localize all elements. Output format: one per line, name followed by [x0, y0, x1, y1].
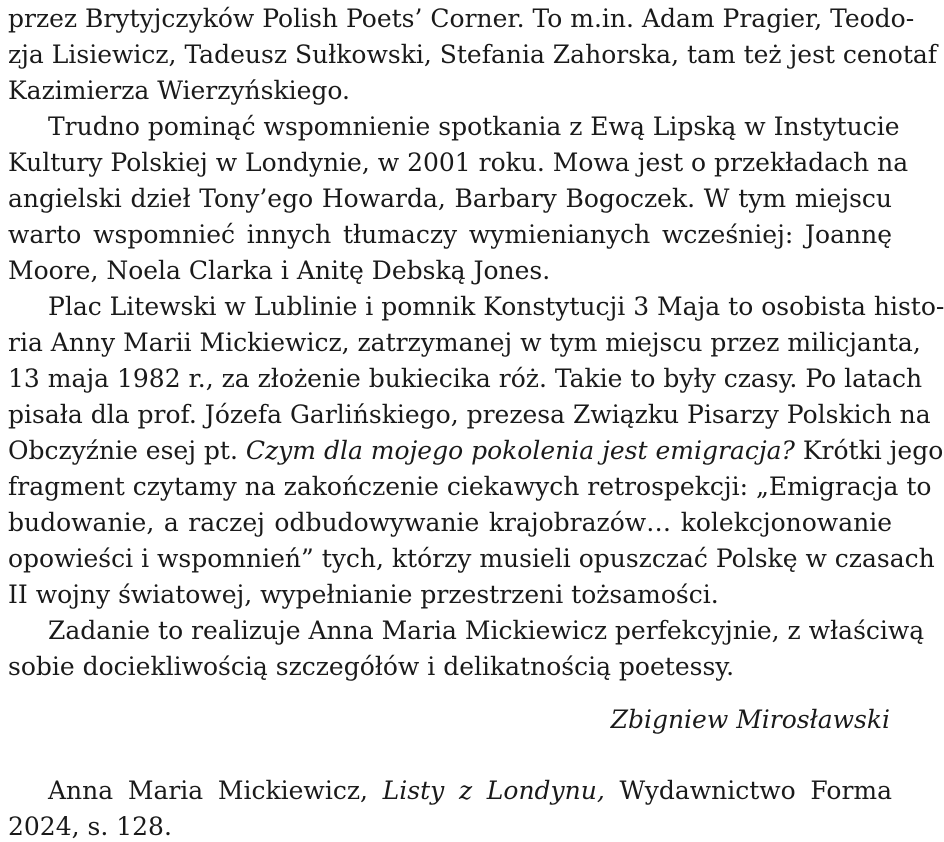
text-line: II wojny światowej, wypełnianie przestrzeni tożsamości.	[8, 580, 719, 609]
text-line: 13 maja 1982 r., za złożenie bukiecika róż. Takie to były czasy. Po latach	[8, 364, 923, 393]
bib-title: Listy z Londynu,	[382, 776, 605, 805]
text-segment: Krótki jego	[794, 436, 944, 465]
text-line: Kazimierza Wierzyńskiego.	[8, 76, 350, 105]
text-line: opowieści i wspomnień” tych, którzy musieli opuszczać Polskę w czasach	[8, 544, 935, 573]
text-line: warto wspomnieć innych tłumaczy wymienianych wcześniej: Joannę	[8, 220, 892, 249]
text-line: pisała dla prof. Józefa Garlińskiego, prezesa Związku Pisarzy Polskich na	[8, 400, 931, 429]
text-line: Moore, Noela Clarka i Anitę Debską Jones.	[8, 256, 551, 285]
text-line: ria Anny Marii Mickiewicz, zatrzymanej w tym miejscu przez milicjanta,	[8, 328, 921, 357]
text-line-with-italic-title	[8, 436, 944, 466]
author-signature: Zbigniew Mirosławski	[610, 705, 890, 734]
text-segment: Obczyźnie esej pt.	[8, 436, 246, 465]
essay-title: Czym dla mojego pokolenia jest emigracja?	[245, 436, 795, 465]
text-line: Kultury Polskiej w Londynie, w 2001 roku. Mowa jest o przekładach na	[8, 148, 909, 177]
text-line: budowanie, a raczej odbudowywanie krajobrazów… kolekcjonowanie	[8, 508, 892, 537]
text-line: sobie dociekliwością szczegółów i delikatnością poetessy.	[8, 652, 735, 681]
text-line: angielski dzieł Tony’ego Howarda, Barbary Bogoczek. W tym miejscu	[8, 184, 892, 213]
paragraph-first-line: Zadanie to realizuje Anna Maria Mickiewicz perfekcyjnie, z właściwą	[48, 616, 925, 645]
paragraph-first-line: Plac Litewski w Lublinie i pomnik Konstytucji 3 Maja to osobista histo-	[48, 292, 944, 321]
text-line: przez Brytyjczyków Polish Poets’ Corner. To m.in. Adam Pragier, Teodo-	[8, 4, 915, 33]
bib-author: Anna Maria Mickiewicz,	[48, 776, 368, 805]
bib-publisher: Wydawnictwo Forma	[619, 776, 893, 805]
bibliography-line: 2024, s. 128.	[8, 812, 172, 841]
bibliography-line	[48, 776, 892, 806]
text-line: zja Lisiewicz, Tadeusz Sułkowski, Stefania Zahorska, tam też jest cenotaf	[8, 40, 938, 69]
paragraph-first-line: Trudno pominąć wspomnienie spotkania z Ewą Lipską w Instytucie	[48, 112, 900, 141]
text-line: fragment czytamy na zakończenie ciekawych retrospekcji: „Emigracja to	[8, 472, 932, 501]
